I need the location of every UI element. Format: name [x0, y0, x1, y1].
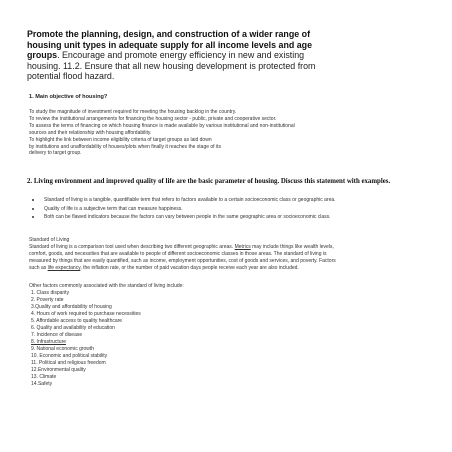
paragraph-line: [29, 244, 374, 251]
text-span: , the inflation rate, or the number of paid vacation days people receive each year are also included.: [80, 265, 299, 272]
bullet-list: [30, 196, 430, 222]
factor-item: 7. Incidence of disease: [31, 332, 83, 338]
paragraph-line: [29, 265, 374, 272]
bullet-item: Both can be flawed indicators because the factors can vary between people in the same geographic area or socioeconomic class.: [30, 213, 430, 222]
objectives-text: [29, 109, 295, 157]
objective-line: delivery to target group.: [29, 150, 82, 157]
factor-item: 14.Safety: [31, 381, 53, 387]
intro-paragraph: [27, 29, 317, 82]
factor-item: 13. Climate: [31, 374, 57, 380]
objective-line: To review the institutional arrangements for financing the housing sector - public, private and cooperative sector.: [29, 115, 277, 122]
bullet-item: Quality of life is a subjective term that can measure happiness.: [30, 205, 430, 214]
intro-bold-text: Promote the planning, design, and construction of a wider range of housing unit types in adequate supply for all income levels and age groups: [27, 29, 313, 61]
section1-heading: 1. Main objective of housing?: [29, 94, 108, 100]
text-span: Standard of living is a comparison tool used when describing two different geographic areas.: [29, 244, 235, 250]
paragraph-line: comfort, goods, and necessities that are available to people of different socioeconomic classes in those areas. The standard of living is: [29, 251, 327, 258]
factor-item: 5. Affordable access to quality healthcare: [31, 318, 123, 324]
objective-line: To study the magnitude of investment required for meeting the housing backlog in the country.: [29, 109, 237, 115]
factor-item: 12.Environmental quality: [31, 367, 86, 373]
factor-item: 10. Economic and political stability: [31, 353, 108, 359]
life-expectancy-link[interactable]: life expectancy: [47, 265, 81, 272]
factor-item: 8. Infrastructure: [31, 339, 67, 345]
factor-item: 9. National economic growth: [31, 346, 95, 352]
factor-item: 3.Quality and affordability of housing: [31, 304, 112, 310]
standard-of-living-title: Standard of Living: [29, 237, 70, 243]
standard-of-living-paragraph: [29, 244, 374, 272]
text-span: may include things like wealth levels,: [250, 244, 334, 250]
objective-line: To highlight the link between income eligibility criteria of target groups as laid down: [29, 136, 212, 143]
factors-intro: Other factors commonly associated with the standard of living include:: [29, 283, 184, 289]
factor-item: 11. Political and religious freedom: [31, 360, 106, 366]
objective-line: To assess the terms of financing on which housing finance is made available by various institutional and non-institutional: [29, 122, 295, 129]
text-span: such as: [29, 265, 48, 272]
factor-item: 6. Quality and availability of education: [31, 325, 115, 331]
section2-heading: 2. Living environment and improved quality of life are the basic parameter of housing. Discuss this statement with examples.: [27, 178, 391, 185]
factor-item: 1. Class disparity: [31, 290, 70, 296]
factors-list: [31, 290, 281, 388]
factor-item: 2. Poverty rate: [31, 297, 64, 303]
bullet-item: Standard of living is a tangible, quantifiable term that refers to factors available to a certain socioeconomic class or geographic area.: [30, 196, 430, 205]
objective-line: sources and their relationship with housing affordability.: [29, 129, 152, 136]
metrics-link[interactable]: Metrics: [234, 244, 251, 250]
intro-regular-text: . Encourage and promote energy efficiency in new and existing housing. 11.2. Ensure that all new housing development is protected from potential flood hazard.: [27, 50, 316, 82]
objective-line: by institutions and unaffordability of houses/plots when finally it reaches the stage of its: [29, 143, 221, 150]
factor-item: 4. Hours of work required to purchase necessities: [31, 311, 141, 317]
paragraph-line: measured by things that are easily quantified, such as income, employment opportunities, cost of goods and services, and poverty. Factors: [29, 258, 336, 265]
